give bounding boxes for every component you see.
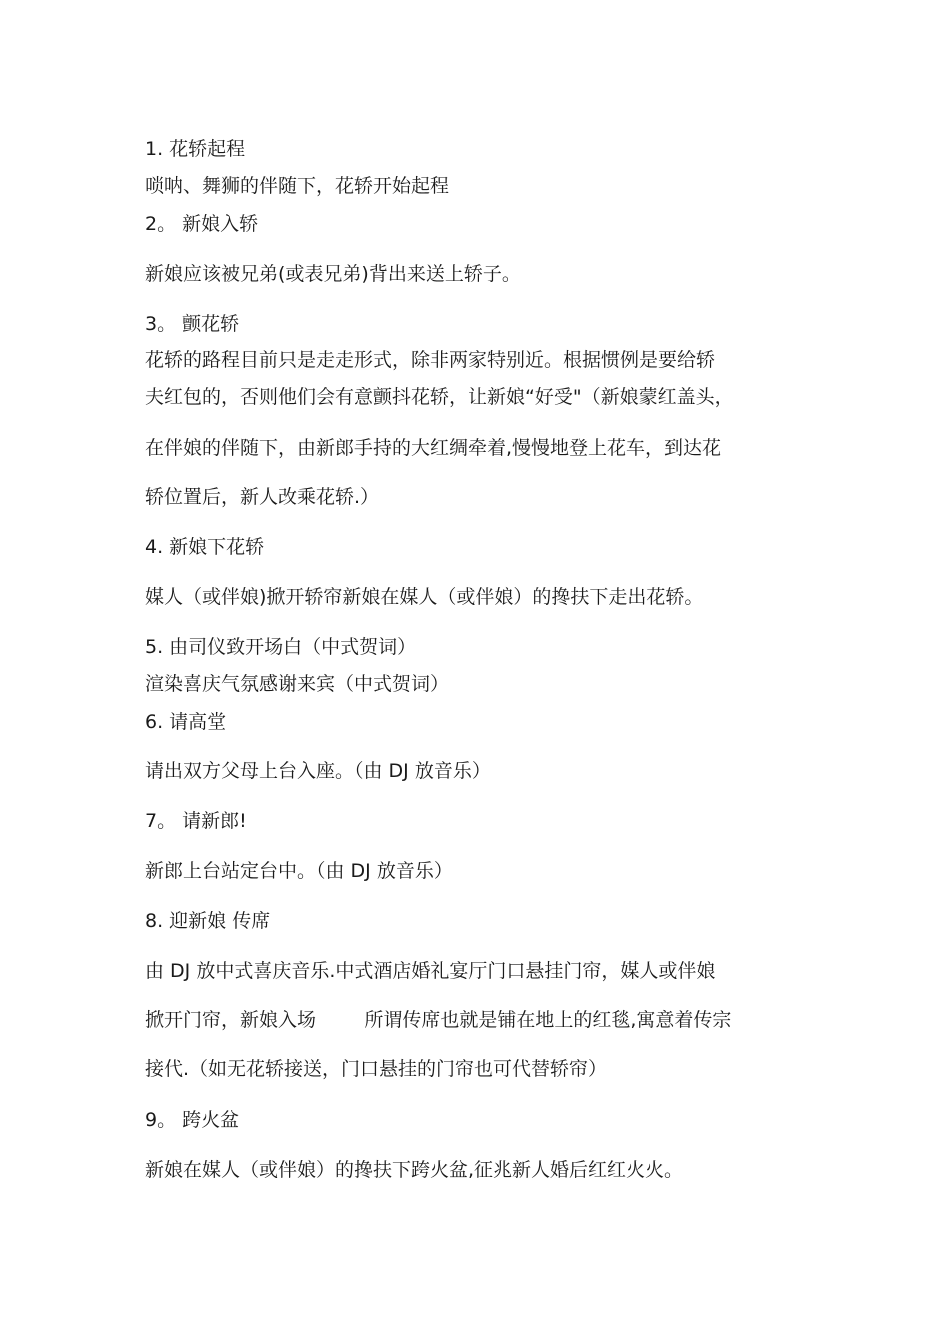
heading-8: 8. 迎新娘 传席 <box>145 910 271 932</box>
heading-3: 3。 颤花轿 <box>145 313 240 335</box>
paragraph-3-line-3: 在伴娘的伴随下，由新郎手持的大红绸牵着,慢慢地登上花车，到达花 <box>145 437 722 459</box>
paragraph-2: 新娘应该被兄弟(或表兄弟)背出来送上轿子。 <box>145 263 521 285</box>
paragraph-3-line-4: 轿位置后，新人改乘花轿.） <box>145 486 380 508</box>
paragraph-7: 新郎上台站定台中。（由 DJ 放音乐） <box>145 860 453 882</box>
heading-4: 4. 新娘下花轿 <box>145 536 265 558</box>
paragraph-3-line-1: 花轿的路程目前只是走走形式，除非两家特别近。根据惯例是要给轿 <box>145 349 716 371</box>
heading-5: 5. 由司仪致开场白（中式贺词） <box>145 636 417 658</box>
heading-1: 1. 花轿起程 <box>145 138 246 160</box>
paragraph-8-line-3: 接代.（如无花轿接送，门口悬挂的门帘也可代替轿帘） <box>145 1058 608 1080</box>
heading-6: 6. 请高堂 <box>145 711 227 733</box>
heading-2: 2。 新娘入轿 <box>145 213 259 235</box>
paragraph-5: 渲染喜庆气氛感谢来宾（中式贺词） <box>145 673 450 695</box>
paragraph-6: 请出双方父母上台入座。（由 DJ 放音乐） <box>145 760 491 782</box>
heading-9: 9。 跨火盆 <box>145 1109 240 1131</box>
paragraph-3-line-2: 夫红包的，否则他们会有意颤抖花轿，让新娘“好受"（新娘蒙红盖头， <box>145 386 734 408</box>
paragraph-8-line-2: 掀开门帘，新娘入场 所谓传席也就是铺在地上的红毯,寓意着传宗 <box>145 1009 732 1031</box>
paragraph-9: 新娘在媒人（或伴娘）的搀扶下跨火盆,征兆新人婚后红红火火。 <box>145 1159 684 1181</box>
paragraph-8-line-1: 由 DJ 放中式喜庆音乐.中式酒店婚礼宴厅门口悬挂门帘，媒人或伴娘 <box>145 960 716 982</box>
heading-7: 7。 请新郎! <box>145 810 247 832</box>
paragraph-1: 唢呐、舞狮的伴随下，花轿开始起程 <box>145 175 450 197</box>
paragraph-4: 媒人（或伴娘)掀开轿帘新娘在媒人（或伴娘）的搀扶下走出花轿。 <box>145 586 704 608</box>
